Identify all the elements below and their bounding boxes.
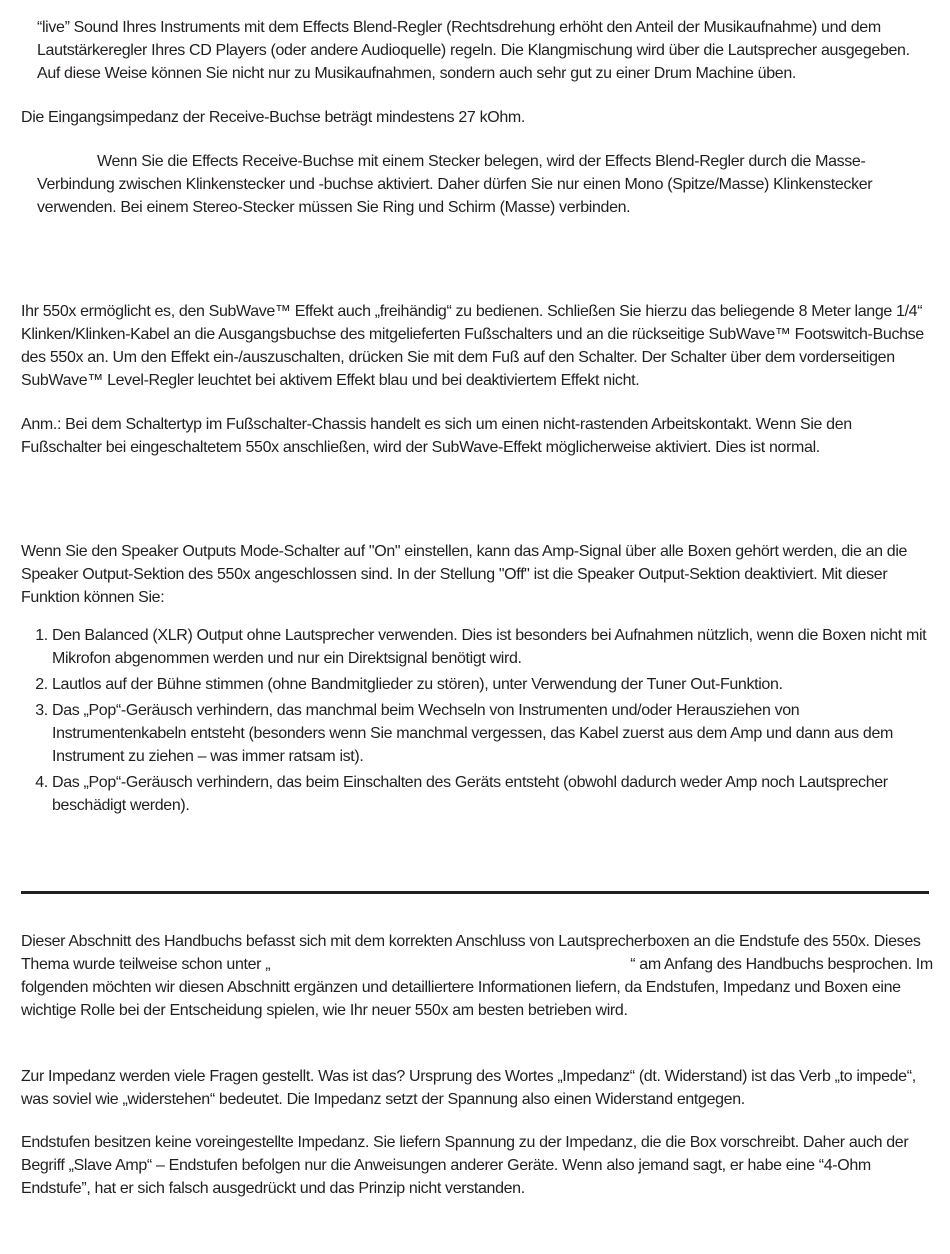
section-intro-paragraph [21,930,933,1022]
receive-impedance-note: Die Eingangsimpedanz der Receive-Buchse beträgt mindestens 27 kOhm. [21,109,525,126]
power-amp-paragraph: Endstufen besitzen keine voreingestellte Impedanz. Sie liefern Spannung zu der Impedanz, die die Box vorschreibt. Daher auch der Begriff „Slave Amp“ – Endstufen befolgen nur die Anweisungen anderer Geräte. Wenn also jemand sagt, er habe eine “4-Ohm Endstufe”, hat er sich falsch ausgedrückt und das Prinzip nicht verstanden. [21,1134,909,1197]
speaker-outputs-intro: Wenn Sie den Speaker Outputs Mode-Schalter auf "On" einstellen, kann das Amp-Signal über alle Boxen gehört werden, die an die Speaker Output-Sektion des 550x angeschlossen sind. In der Stellung "Off" ist die Speaker Output-Sektion deaktiviert. Mit dieser Funktion können Sie: [21,543,908,606]
effects-blend-paragraph: “live” Sound Ihres Instruments mit dem Effects Blend-Regler (Rechtsdrehung erhöht den Anteil der Musikaufnahme) und dem Lautstärkeregler Ihres CD Players (oder andere Audioquelle) regeln. Die Klangmischung wird über die Lautsprecher ausgegeben. Auf diese Weise können Sie nicht nur zu Musikaufnahmen, sondern auch sehr gut zu einer Drum Machine üben. [37,19,910,82]
list-item: 3. Das „Pop“-Geräusch verhindern, das manchmal beim Wechseln von Instrumenten und/oder Herausziehen von Instrumentenkabeln entsteht (besonders wenn Sie manchmal vergessen, das Kabel zuerst aus dem Amp und dann aus dem Instrument zu ziehen – was immer ratsam ist). [52,699,936,768]
section-divider [21,891,929,894]
receive-jack-note: Wenn Sie die Effects Receive-Buchse mit einem Stecker belegen, wird der Effects Blend-Regler durch die Masse-Verbindung zwischen Klinkenstecker und -buchse aktiviert. Daher dürfen Sie nur einen Mono (Spitze/Masse) Klinkenstecker verwenden. Bei einem Stereo-Stecker müssen Sie Ring und Schirm (Masse) verbinden. [37,153,873,216]
section-intro-part-b: “ am Anfang des Handbuchs besprochen. Im folgenden möchten wir diesen Abschnitt ergänzen und detailliertere Informationen liefern, da Endstufen, Impedanz und Boxen eine wichtige Rolle bei der Entscheidung spielen, wie Ihr neuer 550x am besten betrieben wird. [21,956,933,1019]
speaker-outputs-list [21,624,936,817]
subwave-footswitch-paragraph: Ihr 550x ermöglicht es, den SubWave™ Effekt auch „freihändig“ zu bedienen. Schließen Sie hierzu das beliegende 8 Meter lange 1/4“ Klinken/Klinken-Kabel an die Ausgangsbuchse des mitgelieferten Fußschalters und an die rückseitige SubWave™ Footswitch-Buchse des 550x an. Um den Effekt ein-/auszuschalten, drücken Sie mit dem Fuß auf den Schalter. Der Schalter über dem vorderseitigen SubWave™ Level-Regler leuchtet bei aktivem Effekt blau und bei deaktiviertem Effekt nicht. [21,303,924,389]
section-intro-part-a: Dieser Abschnitt des Handbuchs befasst sich mit dem korrekten Anschluss von Lautsprecherboxen an die Endstufe des 550x. Dieses Thema wurde teilweise schon unter „ [21,933,921,973]
list-item: 1. Den Balanced (XLR) Output ohne Lautsprecher verwenden. Dies ist besonders bei Aufnahmen nützlich, wenn die Boxen nicht mit Mikrofon abgenommen werden und nur ein Direktsignal benötigt wird. [52,624,936,670]
list-item: 4. Das „Pop“-Geräusch verhindern, das beim Einschalten des Geräts entsteht (obwohl dadurch weder Amp noch Lautsprecher beschädigt werden). [52,771,936,817]
impedance-definition-paragraph: Zur Impedanz werden viele Fragen gestellt. Was ist das? Ursprung des Wortes „Impedanz“ (dt. Widerstand) ist das Verb „to impede“, was soviel wie „widerstehen“ bedeutet. Die Impedanz setzt der Spannung also einen Widerstand entgegen. [21,1068,916,1108]
subwave-footswitch-note: Anm.: Bei dem Schaltertyp im Fußschalter-Chassis handelt es sich um einen nicht-rastenden Arbeitskontakt. Wenn Sie den Fußschalter bei eingeschaltetem 550x anschließen, wird der SubWave-Effekt möglicherweise aktiviert. Dies ist normal. [21,416,852,456]
list-item: 2. Lautlos auf der Bühne stimmen (ohne Bandmitglieder zu stören), unter Verwendung der Tuner Out-Funktion. [52,673,936,696]
